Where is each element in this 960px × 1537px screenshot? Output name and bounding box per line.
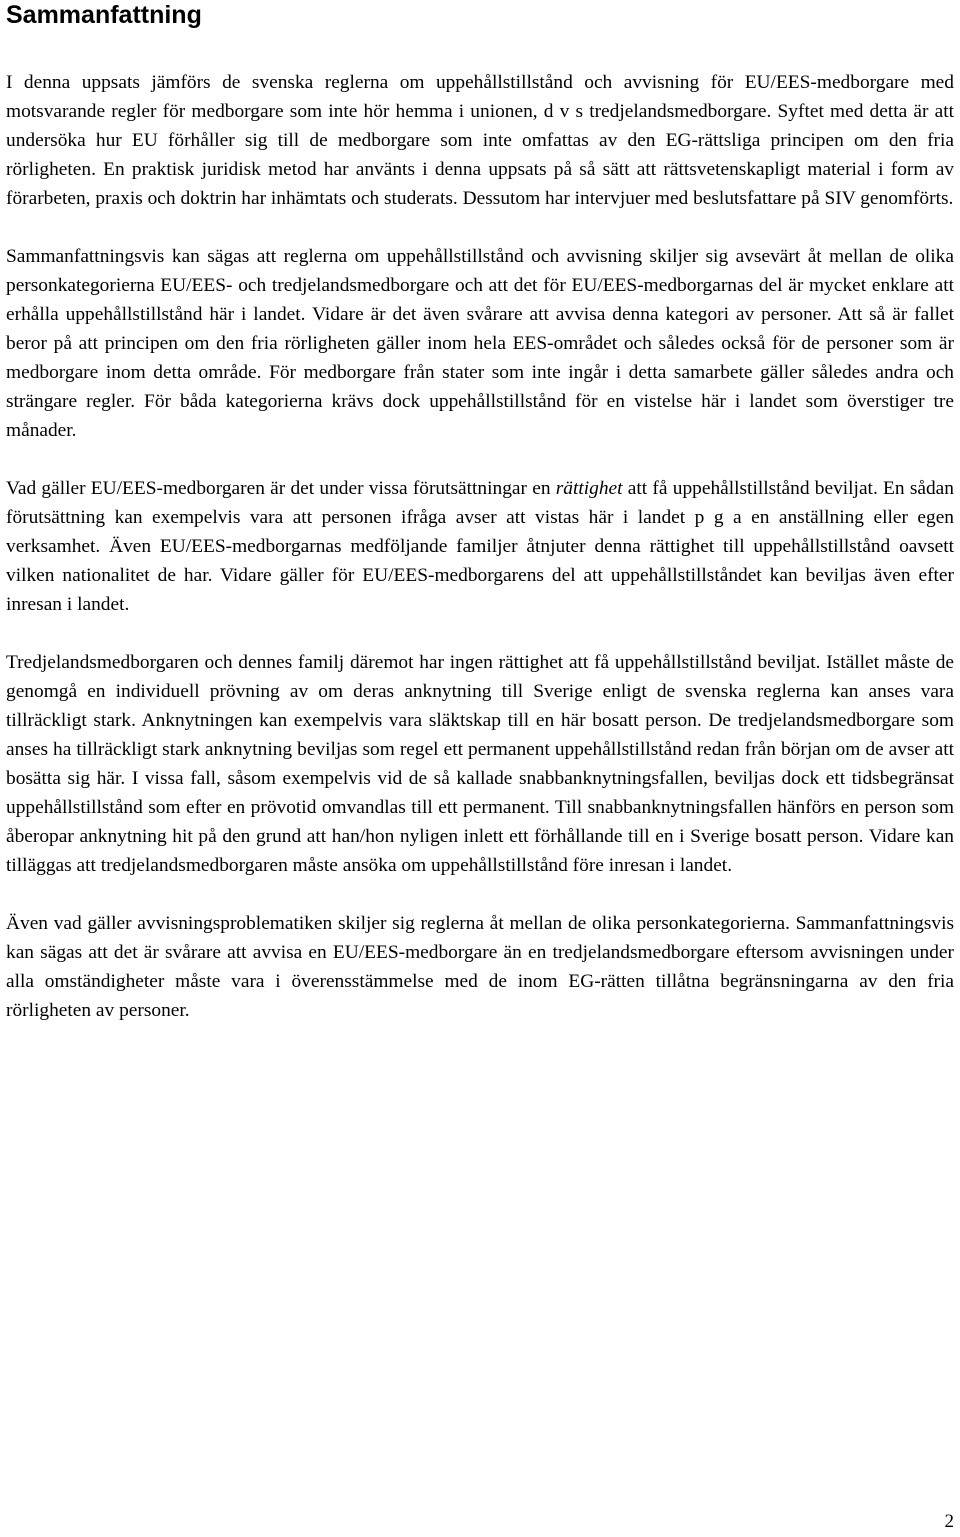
paragraph-intro [6, 68, 954, 213]
page-number: 2 [944, 1511, 954, 1532]
paragraph-text: att få uppehållstillstånd beviljat. En sådan förutsättning kan exempelvis vara att personen ifråga avser att vistas här i landet p g a en anställning eller egen verksamhet. Även EU/EES-medborgarnas medföljande familjer åtnjuter denna rättighet till uppehållstillstånd oavsett vilken nationalitet de har. Vidare gäller för EU/EES-medborgarens del att uppehållstillståndet kan beviljas även efter inresan i landet. [6, 478, 954, 615]
emphasis-text: rättighet [555, 478, 623, 499]
paragraph-text: Vad gäller EU/EES-medborgaren är det under vissa förutsättningar en [6, 478, 556, 499]
paragraph-text: Även vad gäller avvisningsproblematiken skiljer sig reglerna åt mellan de olika personkategorierna. Sammanfattningsvis kan sägas att det är svårare att avvisa en EU/EES-medborgare än en tredjelandsmedborgare eftersom avvisningen under alla omständigheter måste vara i överensstämmelse med de inom EG-rätten tillåtna begränsningarna av den fria rörligheten av personer. [6, 913, 954, 1021]
paragraph-refusal [6, 909, 954, 1025]
paragraph-summary [6, 242, 954, 445]
paragraph-text: Sammanfattningsvis kan sägas att reglerna om uppehållstillstånd och avvisning skiljer sig avsevärt åt mellan de olika personkategorierna EU/EES- och tredjelandsmedborgare och att det för EU/EES-medborgarnas del är mycket enklare att erhålla uppehållstillstånd här i landet. Vidare är det även svårare att avvisa denna kategori av personer. Att så är fallet beror på att principen om den fria rörligheten gäller inom hela EES-området och således också för de personer som är medborgare inom detta område. För medborgare från stater som inte ingår i detta samarbete gäller således andra och strängare regler. För båda kategorierna krävs dock uppehållstillstånd för en vistelse här i landet som överstiger tre månader. [6, 246, 954, 441]
page-title: Sammanfattning [6, 1, 202, 29]
paragraph-text: I denna uppsats jämförs de svenska reglerna om uppehållstillstånd och avvisning för EU/EES-medborgare med motsvarande regler för medborgare som inte hör hemma i unionen, d v s tredjelandsmedborgare. Syftet med detta är att undersöka hur EU förhåller sig till de medborgare som inte omfattas av den EG-rättsliga principen om den fria rörligheten. En praktisk juridisk metod har använts i denna uppsats på så sätt att rättsvetenskapligt material i form av förarbeten, praxis och doktrin har inhämtats och studerats. Dessutom har intervjuer med beslutsfattare på SIV genomförts. [6, 72, 954, 209]
document-body [6, 68, 954, 1054]
paragraph-eu-ees [6, 474, 954, 619]
paragraph-text: Tredjelandsmedborgaren och dennes familj däremot har ingen rättighet att få uppehållstillstånd beviljat. Istället måste de genomgå en individuell prövning av om deras anknytning till Sverige enligt de svenska reglerna kan anses vara tillräckligt stark. Anknytningen kan exempelvis vara släktskap till en här bosatt person. De tredjelandsmedborgare som anses ha tillräckligt stark anknytning beviljas som regel ett permanent uppehållstillstånd redan från början om de avser att bosätta sig här. I vissa fall, såsom exempelvis vid de så kallade snabbanknytningsfallen, beviljas dock ett tidsbegränsat uppehållstillstånd som efter en prövotid omvandlas till ett permanent. Till snabbanknytningsfallen hänförs en person som åberopar anknytning hit på den grund att han/hon nyligen inlett ett förhållande till en i Sverige bosatt person. Vidare kan tilläggas att tredjelandsmedborgaren måste ansöka om uppehållstillstånd före inresan i landet. [6, 652, 954, 876]
paragraph-third-country [6, 648, 954, 880]
